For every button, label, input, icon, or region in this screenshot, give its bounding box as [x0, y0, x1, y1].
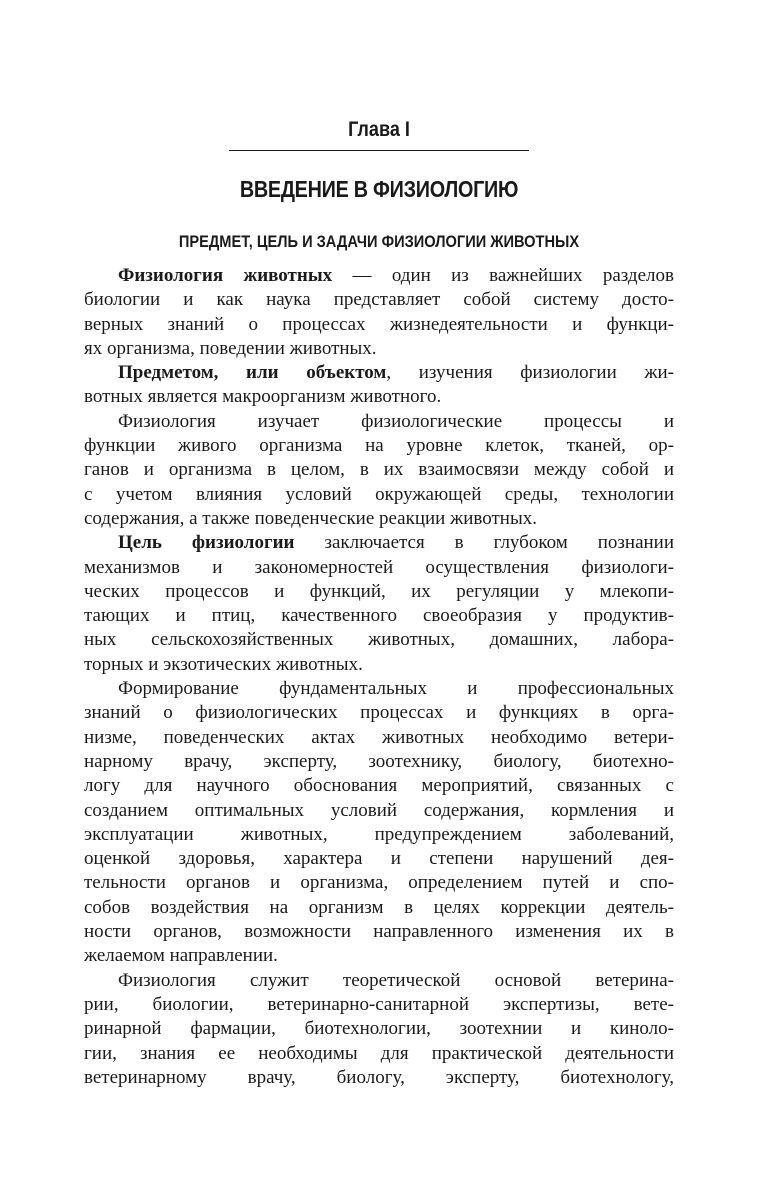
- body-text: [84, 264, 674, 1090]
- text-line: ганов и организма в целом, в их взаимосвязи между собой и: [84, 459, 674, 481]
- paragraph: [84, 969, 674, 1090]
- text-line: логу для научного обоснования мероприятий, связанных с: [84, 775, 674, 797]
- text-line: ных сельскохозяйственных животных, домашних, лабора-: [84, 629, 674, 651]
- text-line: желаемом направлении.: [84, 945, 278, 967]
- text-line: биологии и как наука представляет собой систему досто-: [84, 289, 674, 311]
- text-line: верных знаний о процессах жизнедеятельности и функци-: [84, 313, 674, 335]
- text-line: ческих процессов и функций, их регуляции у млекопи-: [84, 580, 674, 602]
- text-line: эксплуатации животных, предупреждением заболеваний,: [84, 823, 674, 845]
- paragraph: [84, 531, 674, 677]
- text-line: ринарной фармации, биотехнологии, зоотехнии и киноло-: [84, 1018, 674, 1040]
- text-line: гии, знания ее необходимы для практической деятельности: [84, 1042, 674, 1064]
- text-line: Предметом, или объектом, изучения физиологии жи-: [118, 362, 674, 384]
- text-line: ях организма, поведении животных.: [84, 337, 377, 359]
- paragraph: [84, 361, 674, 410]
- chapter-label: Глава I: [348, 118, 410, 141]
- text-line: вотных является макроорганизм животного.: [84, 386, 442, 408]
- text-line: собов воздействия на организм в целях коррекции деятель-: [84, 896, 674, 918]
- bold-term: Цель физиологии: [118, 532, 295, 554]
- text-line: Физиология служит теоретической основой ветерина-: [118, 969, 674, 991]
- paragraph: [84, 264, 674, 361]
- text-line: торных и экзотических животных.: [84, 653, 363, 675]
- text-line: содержания, а также поведенческие реакции животных.: [84, 507, 537, 529]
- text-line: Физиология изучает физиологические процессы и: [118, 410, 674, 432]
- text-line: механизмов и закономерностей осуществления физиологи-: [84, 556, 674, 578]
- text-line: нарному врачу, эксперту, зоотехнику, биологу, биотехно-: [84, 750, 674, 772]
- text-line: Формирование фундаментальных и профессиональных: [118, 678, 674, 700]
- text-line: тающих и птиц, качественного своеобразия у продуктив-: [84, 605, 674, 627]
- page-title: ВВЕДЕНИЕ В ФИЗИОЛОГИЮ: [239, 176, 519, 202]
- paragraph: [84, 410, 674, 531]
- text-line: с учетом влияния условий окружающей среды, технологии: [84, 483, 674, 505]
- text-line: знаний о физиологических процессах и функциях в орга-: [84, 702, 674, 724]
- section-title: ПРЕДМЕТ, ЦЕЛЬ И ЗАДАЧИ ФИЗИОЛОГИИ ЖИВОТНЫХ: [178, 232, 580, 251]
- text-line: Физиология животных — один из важнейших разделов: [118, 265, 674, 286]
- bold-term: Физиология животных: [118, 265, 333, 286]
- chapter-divider: [229, 150, 529, 151]
- text-line: ветеринарному врачу, биологу, эксперту, биотехнологу,: [84, 1066, 674, 1088]
- paragraph: [84, 677, 674, 969]
- bold-term: Предметом, или объектом: [118, 362, 387, 384]
- text-line: созданием оптимальных условий содержания, кормления и: [84, 799, 674, 821]
- text-line: функции живого организма на уровне клеток, тканей, ор-: [84, 435, 674, 457]
- text-line: Цель физиологии заключается в глубоком познании: [118, 532, 675, 554]
- text-line: низме, поведенческих актах животных необходимо ветери-: [84, 726, 674, 748]
- text-line: тельности органов и организма, определением путей и спо-: [84, 872, 674, 894]
- text-line: оценкой здоровья, характера и степени нарушений дея-: [84, 848, 674, 870]
- text-line: рии, биологии, ветеринарно-санитарной экспертизы, вете-: [84, 993, 674, 1015]
- text-line: ности органов, возможности направленного изменения их в: [84, 921, 674, 943]
